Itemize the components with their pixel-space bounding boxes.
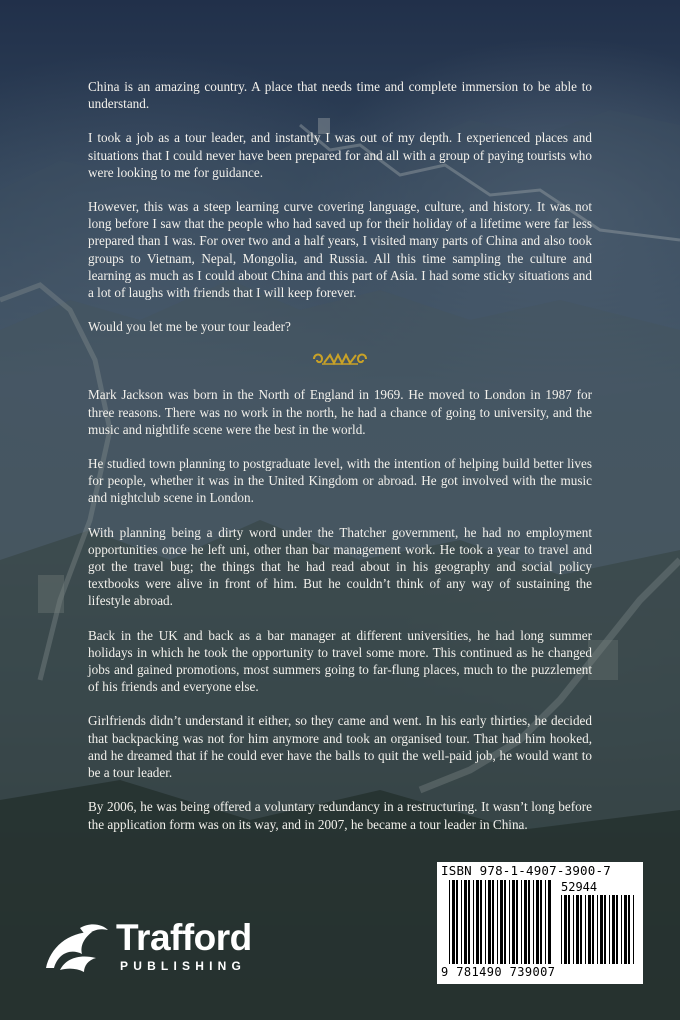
barcode-bar [604,895,606,964]
barcode-bar [516,880,518,964]
barcode-bar [536,880,539,964]
barcode-bar [564,895,567,964]
back-cover-text [88,78,592,850]
addon-digits: 52944 [561,880,598,894]
barcode-bar [512,880,515,964]
publisher-logo [40,918,300,980]
bio-paragraph: He studied town planning to postgraduate level, with the intention of helping build better lives for people, whether it was in the United Kingdom or abroad. He got involved with the music and nightclub scene in London. [88,456,592,506]
barcode-bar [573,895,574,964]
barcode-bar [473,880,474,964]
blurb-paragraph: However, this was a steep learning curve covering language, culture, and history. It was not long before I saw that the people who had saved up for their holiday of a lifetime were far less prepared than I was. For over two and a half years, I visited many parts of China and also took groups to Vietnam, Nepal, Mongolia, and Russia. All this time sampling the culture and learning as much as I could about China and this part of Asia. I had some sticky situations and a lot of laughs with friends that I will keep forever. [88,199,592,301]
isbn-label: ISBN 978-1-4907-3900-7 [441,863,611,878]
barcode-bar [500,880,503,964]
bio-paragraph: Back in the UK and back as a bar manager at different universities, he had long summer holidays in which he took the opportunity to travel some more. This continued as he changed jobs and gained promotions, most summers going to far-flung places, much to the puzzlement of his friends and everyone else. [88,627,592,695]
ornament-divider [88,350,592,368]
barcode-bar [624,895,627,964]
barcode-bar [548,880,551,964]
isbn-barcode [437,862,643,984]
watchtower-left [38,575,64,613]
barcode-bar [533,880,534,964]
barcode-bar [497,880,498,964]
barcode-bar [568,895,570,964]
barcode-bar [504,880,506,964]
watchtower-right [588,640,618,680]
barcode-bar [540,880,542,964]
barcode-bar [588,895,591,964]
barcode-bar [509,880,510,964]
barcode-bar [452,880,455,964]
barcode-bar [600,895,603,964]
publisher-subtitle: PUBLISHING [120,959,247,973]
barcode-bar [488,880,491,964]
blurb-question: Would you let me be your tour leader? [88,319,291,335]
barcode-bar [592,895,594,964]
barcode-bar [612,895,615,964]
barcode-bar [609,895,610,964]
bio-paragraph: With planning being a dirty word under the Thatcher government, he had no employment opportunities once he left uni, other than bar management work. He took a year to travel and got the travel bug; the things that he had read about in his geography and social policy textbooks were alive in front of him. But he couldn’t think of any way of sustaining the lifestyle abroad. [88,524,592,609]
bio-paragraph: Girlfriends didn’t understand it either, so they came and went. In his early thirties, he decided that backpacking was not for him anymore and took an organised tour. That had him hooked, and he dreamed that if he could ever have the balls to quit the well-paid job, he would want to be a tour leader. [88,713,592,781]
blurb-paragraph: China is an amazing country. A place that needs time and complete immersion to be able to understand. [88,79,592,112]
barcode-bar [461,880,462,964]
barcode-bar [485,880,486,964]
barcode-bar [449,880,450,964]
barcode-bar [585,895,586,964]
blurb-paragraph: I took a job as a tour leader, and instantly I was out of my depth. I experienced places and situations that I could never have been prepared for and all with a group of paying tourists who were looking to me for guidance. [88,130,592,180]
barcode-bar [476,880,479,964]
barcode-bar [597,895,598,964]
barcode-bar [576,895,579,964]
ornament-icon [308,350,372,368]
bio-paragraph: By 2006, he was being offered a voluntary redundancy in a restructuring. It wasn’t long before the application form was on its way, and in 2007, he became a tour leader in China. [88,799,592,832]
bio-paragraph: Mark Jackson was born in the North of England in 1969. He moved to London in 1987 for three reasons. There was no work in the north, he had a chance of going to university, and the music and nightlife scene were the best in the world. [88,387,592,437]
trafford-wave-icon [40,918,112,978]
barcode-bar [521,880,522,964]
barcode-bar [545,880,546,964]
publisher-name: Trafford [116,917,252,958]
barcode-bar [528,880,530,964]
barcode-bar [580,895,582,964]
barcode-bar [621,895,622,964]
barcode-bar [464,880,467,964]
barcode-bar [468,880,470,964]
barcode-bar [628,895,630,964]
barcode-bar [456,880,458,964]
barcode-bar [480,880,482,964]
barcode-bar [633,895,634,964]
barcode-bar [616,895,618,964]
barcode-bar [524,880,527,964]
ean-digits: 9 781490 739007 [441,965,556,979]
barcode-bar [492,880,494,964]
barcode-bar [561,895,562,964]
